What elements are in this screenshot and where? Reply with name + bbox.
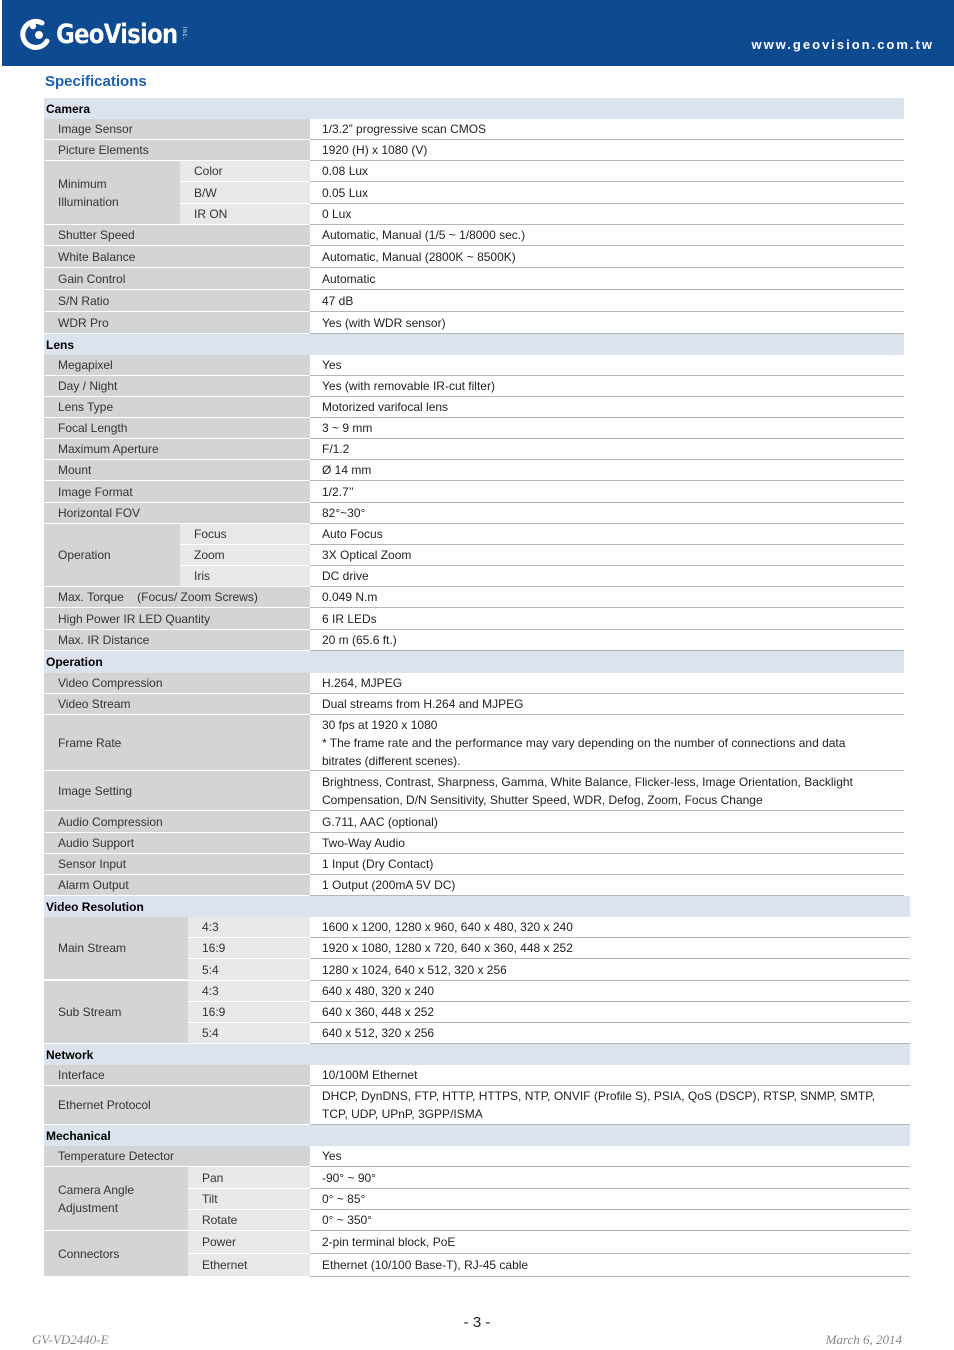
brand-name: GeoVision <box>56 18 178 50</box>
spec-value: F/1.2 <box>310 439 904 460</box>
spec-label: Audio Compression <box>44 811 310 833</box>
spec-value: 640 x 512, 320 x 256 <box>310 1023 910 1044</box>
spec-value: -90° ~ 90° <box>310 1167 910 1189</box>
spec-value: 640 x 480, 320 x 240 <box>310 981 910 1002</box>
spec-value: 30 fps at 1920 x 1080 * The frame rate and the performance may vary depending on the number of connections and data bitrates (different scenes). <box>310 715 904 771</box>
spec-label: Video Stream <box>44 694 310 715</box>
spec-label: Frame Rate <box>44 715 310 771</box>
spec-label: Video Compression <box>44 673 310 694</box>
spec-label: Gain Control <box>44 268 310 290</box>
footer-date: March 6, 2014 <box>825 1332 902 1347</box>
header-bar <box>2 0 954 66</box>
spec-sublabel: IR ON <box>180 204 310 225</box>
spec-sublabel: Color <box>180 161 310 182</box>
spec-label: Operation <box>44 524 180 587</box>
spec-label: S/N Ratio <box>44 290 310 312</box>
spec-value: 20 m (65.6 ft.) <box>310 630 904 651</box>
spec-value: Dual streams from H.264 and MJPEG <box>310 694 904 715</box>
spec-value: 0 Lux <box>310 204 904 225</box>
spec-value: 1 Output (200mA 5V DC) <box>310 875 904 896</box>
spec-label: Sensor Input <box>44 854 310 875</box>
spec-sublabel: 5:4 <box>188 959 310 981</box>
spec-value: 3X Optical Zoom <box>310 545 904 566</box>
geovision-logo <box>20 12 187 56</box>
spec-value: 3 ~ 9 mm <box>310 418 904 439</box>
spec-label: Mount <box>44 460 310 481</box>
spec-label: Maximum Aperture <box>44 439 310 460</box>
spec-value: 47 dB <box>310 290 904 312</box>
spec-value: Automatic, Manual (2800K ~ 8500K) <box>310 246 904 268</box>
spec-value: 640 x 360, 448 x 252 <box>310 1002 910 1023</box>
spec-value: 1280 x 1024, 640 x 512, 320 x 256 <box>310 959 910 981</box>
spec-value: Automatic, Manual (1/5 ~ 1/8000 sec.) <box>310 225 904 246</box>
spec-label: Sub Stream <box>44 981 188 1044</box>
spec-label: Lens Type <box>44 397 310 418</box>
spec-value: 1920 (H) x 1080 (V) <box>310 140 904 161</box>
spec-value: 2-pin terminal block, PoE <box>310 1231 910 1254</box>
spec-sublabel: 4:3 <box>188 917 310 938</box>
spec-value: 1920 x 1080, 1280 x 720, 640 x 360, 448 x 252 <box>310 938 910 959</box>
spec-sublabel: 16:9 <box>188 938 310 959</box>
spec-value: 1/3.2” progressive scan CMOS <box>310 119 904 140</box>
spec-sublabel: 5:4 <box>188 1023 310 1044</box>
spec-label: Image Format <box>44 481 310 503</box>
spec-value: 1600 x 1200, 1280 x 960, 640 x 480, 320 x 240 <box>310 917 910 938</box>
spec-value: 0° ~ 85° <box>310 1189 910 1210</box>
spec-value: 1 Input (Dry Contact) <box>310 854 904 875</box>
spec-label: Horizontal FOV <box>44 503 310 524</box>
spec-label: Megapixel <box>44 355 310 376</box>
section-mechanical: Mechanical <box>44 1125 910 1146</box>
spec-label: Focal Length <box>44 418 310 439</box>
spec-sublabel: Ethernet <box>188 1254 310 1277</box>
spec-value: Yes (with removable IR-cut filter) <box>310 376 904 397</box>
spec-label: Image Sensor <box>44 119 310 140</box>
spec-value: 10/100M Ethernet <box>310 1065 910 1086</box>
spec-label: Max. Torque (Focus/ Zoom Screws) <box>44 587 310 608</box>
spec-label: Camera Angle Adjustment <box>44 1167 188 1231</box>
spec-sublabel: Pan <box>188 1167 310 1189</box>
spec-value: H.264, MJPEG <box>310 673 904 694</box>
spec-label: Day / Night <box>44 376 310 397</box>
spec-sublabel: Rotate <box>188 1210 310 1231</box>
section-camera: Camera <box>44 98 904 119</box>
spec-label: High Power IR LED Quantity <box>44 608 310 630</box>
spec-sublabel: Iris <box>180 566 310 587</box>
spec-value: 82°~30° <box>310 503 904 524</box>
spec-value: 0.049 N.m <box>310 587 904 608</box>
spec-label: Max. IR Distance <box>44 630 310 651</box>
spec-value: Automatic <box>310 268 904 290</box>
spec-label: Alarm Output <box>44 875 310 896</box>
spec-label: Interface <box>44 1065 310 1086</box>
footer-model: GV-VD2440-E <box>32 1332 109 1347</box>
spec-label: WDR Pro <box>44 312 310 334</box>
spec-label: Temperature Detector <box>44 1146 310 1167</box>
spec-sublabel: Zoom <box>180 545 310 566</box>
page-number: - 3 - <box>463 1314 491 1331</box>
spec-value: 0.05 Lux <box>310 182 904 204</box>
spec-sublabel: Focus <box>180 524 310 545</box>
spec-value: Ø 14 mm <box>310 460 904 481</box>
spec-value: 0.08 Lux <box>310 161 904 182</box>
spec-label: Picture Elements <box>44 140 310 161</box>
spec-label: Shutter Speed <box>44 225 310 246</box>
spec-label: Minimum Illumination <box>44 161 180 225</box>
spec-label: Connectors <box>44 1231 188 1277</box>
geovision-logo-icon <box>20 17 54 51</box>
spec-value: 0° ~ 350° <box>310 1210 910 1231</box>
spec-value: Two-Way Audio <box>310 833 904 854</box>
spec-label: Audio Support <box>44 833 310 854</box>
spec-sublabel: Power <box>188 1231 310 1254</box>
spec-value: Auto Focus <box>310 524 904 545</box>
section-operation: Operation <box>44 651 904 673</box>
spec-sublabel: Tilt <box>188 1189 310 1210</box>
spec-sublabel: 16:9 <box>188 1002 310 1023</box>
spec-value: Yes <box>310 1146 910 1167</box>
spec-value: G.711, AAC (optional) <box>310 811 904 833</box>
spec-value: Yes <box>310 355 904 376</box>
spec-sublabel: 4:3 <box>188 981 310 1002</box>
brand-suffix: inc. <box>180 27 187 41</box>
spec-value: DC drive <box>310 566 904 587</box>
spec-label: Ethernet Protocol <box>44 1086 310 1125</box>
spec-label: Main Stream <box>44 917 188 980</box>
spec-value: Yes (with WDR sensor) <box>310 312 904 334</box>
spec-label: Image Setting <box>44 771 310 811</box>
spec-label: White Balance <box>44 246 310 268</box>
spec-value: 6 IR LEDs <box>310 608 904 630</box>
spec-value: Ethernet (10/100 Base-T), RJ-45 cable <box>310 1254 910 1277</box>
spec-value: DHCP, DynDNS, FTP, HTTP, HTTPS, NTP, ONVIF (Profile S), PSIA, QoS (DSCP), RTSP, SNMP, SMTP, TCP, UDP, UPnP, 3GPP/ISMA <box>310 1086 910 1125</box>
page-title: Specifications <box>45 73 147 90</box>
spec-value: Motorized varifocal lens <box>310 397 904 418</box>
section-video-resolution: Video Resolution <box>44 896 910 917</box>
section-lens: Lens <box>44 334 904 355</box>
spec-value: 1/2.7’’ <box>310 481 904 503</box>
spec-value: Brightness, Contrast, Sharpness, Gamma, White Balance, Flicker-less, Image Orientation, Backlight Compensation, D/N Sensitivity, Shutter Speed, WDR, Defog, Zoom, Focus Change <box>310 771 904 811</box>
website-url: www.geovision.com.tw <box>751 37 934 52</box>
section-network: Network <box>44 1044 910 1065</box>
spec-sublabel: B/W <box>180 182 310 204</box>
